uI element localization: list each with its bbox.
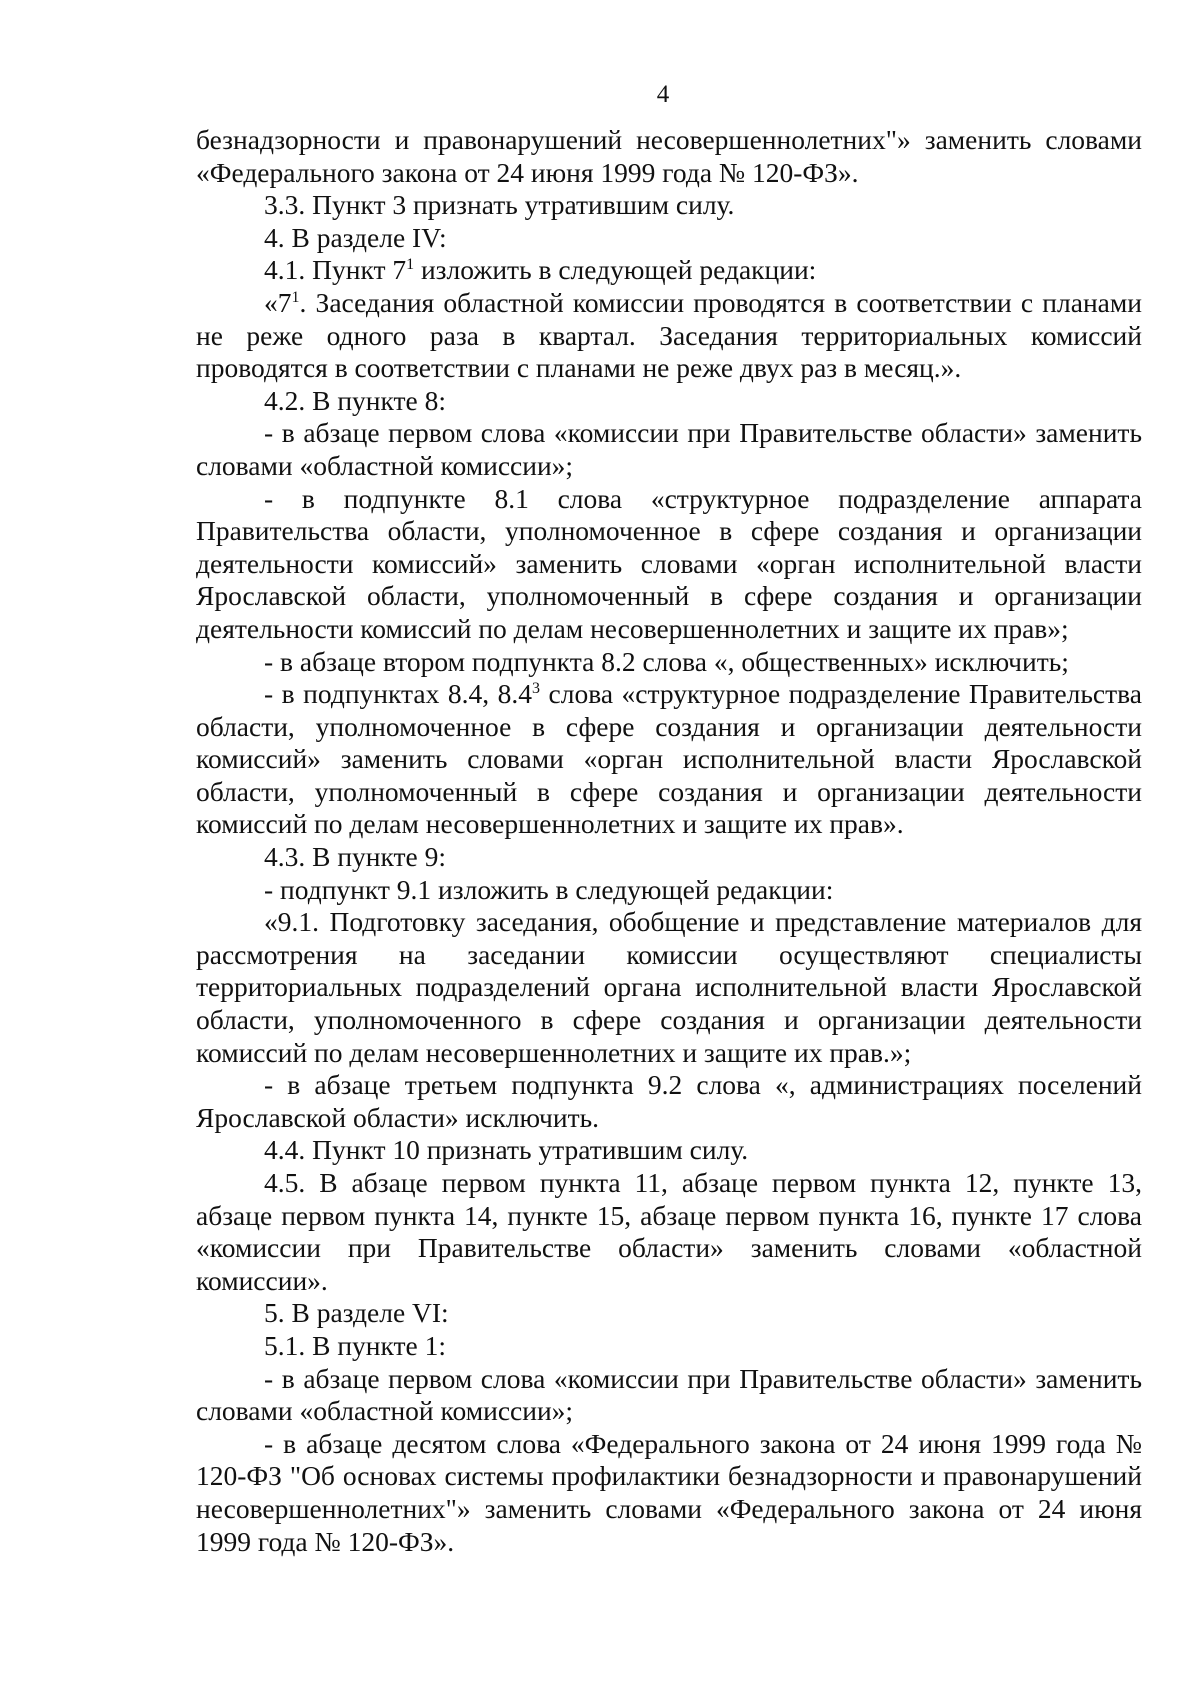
paragraph-13: «9.1. Подготовку заседания, обобщение и представление материалов для рассмотрения на заседании комиссии осуществляют специалисты территориальных подразделений органа исполнительной власти Ярославской области, уполномоченного в сфере создания и организации деятельности комиссий по делам несовершеннолетних и защите их прав.»; (196, 906, 1142, 1068)
paragraph-9: - в абзаце втором подпункта 8.2 слова «, общественных» исключить; (264, 645, 1069, 677)
paragraph-10-after: слова «структурное подразделение Правительства области, уполномоченное в сфере создания и организации деятельности комиссий» заменить словами «орган исполнительной власти Ярославской области, уполномоченный в сфере создания и организации деятельности комиссий по делам несовершеннолетних и защите их прав». (196, 678, 1142, 840)
paragraph-4-before: 4.1. Пункт 7 (264, 254, 407, 286)
paragraph-4-sup: 1 (406, 256, 415, 274)
paragraph-5-before: «7 (264, 286, 292, 318)
paragraph-11: 4.3. В пункте 9: (264, 841, 447, 873)
paragraph-1: безнадзорности и правонарушений несовершеннолетних"» заменить словами «Федерального закона от 24 июня 1999 года № 120-ФЗ». (196, 124, 1142, 188)
paragraph-4 (196, 254, 1142, 287)
paragraph-6: 4.2. В пункте 8: (264, 384, 447, 416)
paragraph-10-sup: 3 (532, 679, 540, 697)
paragraph-7: - в абзаце первом слова «комиссии при Правительстве области» заменить словами «областной комиссии»; (196, 417, 1142, 481)
paragraph-8: - в подпункте 8.1 слова «структурное подразделение аппарата Правительства области, уполномоченное в сфере создания и организации деятельности комиссий» заменить словами «орган исполнительной власти Ярославской области, уполномоченный в сфере создания и организации деятельности комиссий по делам несовершеннолетних и защите их прав»; (196, 482, 1142, 644)
paragraph-12: - подпункт 9.1 изложить в следующей редакции: (264, 873, 834, 905)
paragraph-4-after: изложить в следующей редакции: (414, 254, 817, 286)
page-number: 4 (656, 81, 670, 108)
document-body (196, 124, 1142, 1558)
paragraph-17: 5. В разделе VI: (264, 1297, 449, 1329)
paragraph-19: - в абзаце первом слова «комиссии при Правительстве области» заменить словами «областной комиссии»; (196, 1362, 1142, 1427)
paragraph-20: - в абзаце десятом слова «Федерального закона от 24 июня 1999 года № 120-ФЗ "Об основах системы профилактики безнадзорности и правонарушений несовершеннолетних"» заменить словами «Федерального закона от 24 июня 1999 года № 120-ФЗ». (196, 1427, 1142, 1557)
paragraph-3: 4. В разделе IV: (264, 221, 447, 253)
paragraph-14: - в абзаце третьем подпункта 9.2 слова «, администрациях поселений Ярославской области» исключить. (196, 1069, 1142, 1133)
paragraph-5-after: . Заседания областной комиссии проводятся в соответствии с планами не реже одного раза в квартал. Заседания территориальных комиссий проводятся в соответствии с планами не реже двух раз в месяц.». (196, 286, 1142, 384)
paragraph-10-before: - в подпунктах 8.4, 8.4 (264, 678, 532, 710)
paragraph-18: 5.1. В пункте 1: (264, 1329, 447, 1361)
paragraph-10 (196, 678, 1142, 841)
paragraph-16: 4.5. В абзаце первом пункта 11, абзаце первом пункта 12, пункте 13, абзаце первом пункта 14, пункте 15, абзаце первом пункта 16, пункте 17 слова «комиссии при Правительстве области» заменить словами «областной комиссии». (196, 1167, 1142, 1296)
paragraph-5-sup: 1 (291, 288, 300, 306)
paragraph-2: 3.3. Пункт 3 признать утратившим силу. (264, 189, 735, 221)
paragraph-5 (196, 287, 1142, 385)
paragraph-15: 4.4. Пункт 10 признать утратившим силу. (264, 1134, 749, 1166)
